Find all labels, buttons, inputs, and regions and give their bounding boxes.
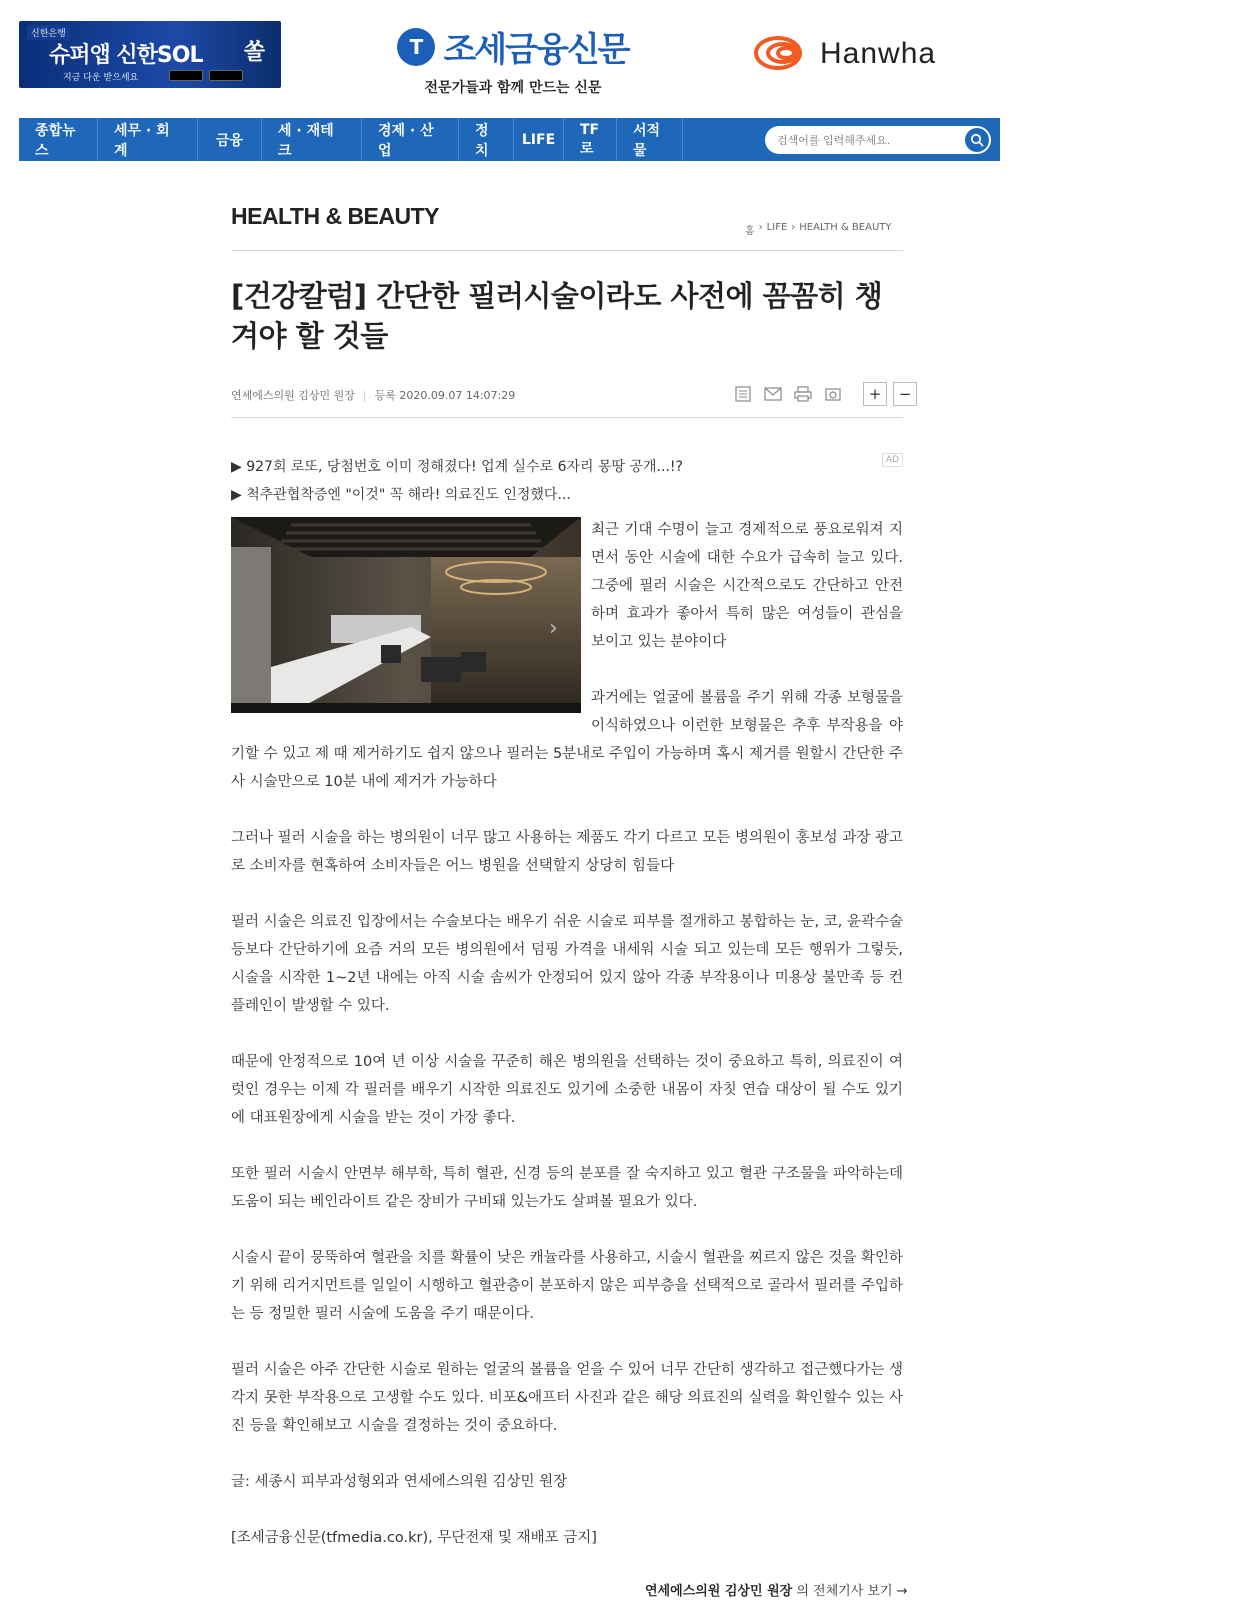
list-icon — [734, 386, 752, 402]
breadcrumb — [745, 222, 891, 237]
article-author: 연세에스의원 김상민 원장 — [231, 389, 355, 402]
breadcrumb-health-beauty[interactable]: HEALTH & BEAUTY — [799, 222, 892, 233]
nav-item-books[interactable]: 서적물 — [617, 118, 683, 161]
article-meta — [231, 387, 515, 403]
ad-label: AD — [882, 453, 903, 467]
nav-item-life[interactable]: LIFE — [514, 118, 564, 161]
copyright-notice: [조세금융신문(tfmedia.co.kr), 무단전재 및 재배포 금지] — [231, 1530, 597, 1546]
scrap-icon — [824, 386, 842, 402]
minus-icon: − — [898, 385, 912, 403]
print-button[interactable] — [791, 383, 815, 405]
plus-icon: + — [868, 385, 882, 403]
ad-headline: 슈퍼앱 신한SOL — [49, 43, 203, 68]
divider — [231, 250, 903, 251]
article-paragraph: 그러나 필러 시술을 하는 병의원이 너무 많고 사용하는 제품도 각기 다르고 모든 병의원이 홍보성 과장 광고로 소비자를 현혹하여 소비자들은 어느 병원을 선택할지 상당히 힘들다 — [231, 830, 903, 874]
nav-item-economy-industry[interactable]: 경제 · 산업 — [362, 118, 459, 161]
app-store-badge-icon — [169, 70, 203, 81]
section-title: HEALTH & BEAUTY — [231, 203, 440, 229]
scrap-button[interactable] — [821, 383, 845, 405]
hanwha-wordmark: Hanwha — [820, 37, 937, 70]
nav-item-tax-accounting[interactable]: 세무 · 회계 — [98, 118, 198, 161]
main-nav — [19, 118, 1000, 161]
breadcrumb-home[interactable]: 홈 — [745, 226, 755, 237]
ad-link-spine[interactable]: ▶ 척추관협착증엔 "이것" 꼭 해라! 의료진도 인정했다... — [231, 487, 571, 503]
article-paragraph: 필러 시술은 의료진 입장에서는 수술보다는 배우기 쉬운 시술로 피부를 절개하고 봉합하는 눈, 코, 윤곽수술 등보다 간단하기에 요즘 거의 모든 병의원에서 덤핑 가격을 내세워 시술 되고 있는데 모든 행위가 그렇듯, 시술을 시작한 1~2년 내에는 아직 시술 솜씨가 안정되어 있지 않아 각종 부작용이나 미용상 불만족 등 컨플레인이 발생할 수 있다. — [231, 914, 903, 1014]
article-paragraph: 최근 기대 수명이 늘고 경제적으로 풍요로워져 지면서 동안 시술에 대한 수요가 급속히 늘고 있다. 그중에 필러 시술은 시간적으로도 간단하고 안전하며 효과가 좋아서 특히 많은 여성들이 관심을 보이고 있는 분야이다 — [591, 522, 903, 650]
site-logo[interactable] — [393, 22, 633, 98]
logo-text: 조세금융신문 — [443, 30, 629, 70]
shinhan-ad-banner[interactable] — [19, 21, 281, 88]
search-box — [765, 126, 991, 154]
article-paragraph: 때문에 안정적으로 10여 년 이상 시술을 꾸준히 해온 병의원을 선택하는 것이 중요하고 특히, 의료진이 여럿인 경우는 이제 각 필러를 배우기 시작한 의료진도 있기에 소중한 내몸이 자칫 연습 대상이 될 수도 있기에 대표원장에게 시술을 받는 것이 가장 좋다. — [231, 1054, 903, 1126]
more-author-name: 연세에스의원 김상민 원장 — [645, 1584, 793, 1599]
ad-subtext: 지금 다운 받으세요 — [63, 73, 139, 83]
article-paragraph: 필러 시술은 아주 간단한 시술로 원하는 얼굴의 볼륨을 얻을 수 있어 너무 간단히 생각하고 접근했다가는 생각지 못한 부작용으로 고생할 수도 있다. 비포&애프터 사진과 같은 해당 의료진의 실력을 확인할수 있는 사진 등을 확인해보고 시술을 결정하는 것이 중요하다. — [231, 1362, 903, 1434]
font-decrease-button[interactable] — [893, 382, 917, 406]
nav-item-finance[interactable]: 금융 — [198, 118, 262, 161]
search-input[interactable] — [777, 128, 967, 152]
hanwha-ad-banner[interactable] — [754, 28, 994, 80]
ad-links — [231, 453, 903, 509]
article-paragraph: 시술시 끝이 뭉뚝하여 혈관을 치를 확률이 낮은 캐뉼라를 사용하고, 시술시 혈관을 찌르지 않은 것을 확인하기 위해 리거지먼트를 일일이 시행하고 혈관층이 분포하지 않은 피부층을 선택적으로 골라서 필러를 주입하는 등 정밀한 필러 시술에 도움을 주기 때문이다. — [231, 1250, 903, 1322]
nav-item-politics[interactable]: 정치 — [459, 118, 514, 161]
google-play-badge-icon — [209, 70, 243, 81]
more-suffix: 의 전체기사 보기 → — [796, 1584, 908, 1599]
search-button[interactable] — [965, 128, 989, 152]
article-tools — [731, 382, 917, 406]
list-button[interactable] — [731, 383, 755, 405]
ad-action-text: 쏠 — [243, 40, 265, 65]
breadcrumb-life[interactable]: LIFE — [766, 222, 788, 233]
article-signature: 글: 세종시 피부과성형외과 연세에스의원 김상민 원장 — [231, 1474, 568, 1490]
article-paragraph: 또한 필러 시술시 안면부 해부학, 특히 혈관, 신경 등의 분포를 잘 숙지하고 있고 혈관 구조물을 파악하는데 도움이 되는 베인라이트 같은 장비가 구비돼 있는가도 살펴볼 필요가 있다. — [231, 1166, 903, 1210]
nav-item-tax-investment[interactable]: 세 · 재테크 — [262, 118, 362, 161]
chevron-right-icon: › — [791, 222, 796, 233]
article-body — [231, 516, 903, 1580]
hanwha-logo-icon — [754, 30, 812, 78]
site-tagline: 전문가들과 함께 만드는 신문 — [424, 80, 602, 96]
ad-link-lotto[interactable]: ▶ 927회 로또, 당첨번호 이미 정해졌다! 업계 실수로 6자리 몽땅 공개...!? — [231, 459, 683, 475]
meta-separator: | — [362, 388, 367, 402]
svg-text:›: › — [549, 616, 558, 641]
nav-item-tf[interactable]: TF로 — [564, 118, 617, 161]
divider — [231, 417, 903, 418]
nav-item-general-news[interactable]: 종합뉴스 — [19, 118, 98, 161]
site-header — [0, 0, 1243, 118]
search-icon — [970, 133, 984, 147]
author-more-link[interactable] — [645, 1580, 908, 1599]
ad-bank-label: 신한은행 — [27, 25, 70, 40]
font-increase-button[interactable] — [863, 382, 887, 406]
email-icon — [764, 387, 782, 401]
email-button[interactable] — [761, 383, 785, 405]
article-paragraph: 과거에는 얼굴에 볼륨을 주기 위해 각종 보형물을 이식하였으나 이런한 보형물은 추후 부작용을 야기할 수 있고 제 때 제거하기도 쉽지 않으나 필러는 5분내로 주입이 가능하며 혹시 제거를 원할시 간단한 주사 시술만으로 10분 내에 제거가 가능하다 — [231, 690, 903, 790]
chevron-right-icon: › — [758, 222, 763, 233]
print-icon — [794, 386, 812, 402]
article-headline: [건강칼럼] 간단한 필러시술이라도 사전에 꼼꼼히 챙겨야 할 것들 — [231, 279, 883, 353]
logo-mark-icon: T — [397, 28, 435, 66]
article-date: 등록 2020.09.07 14:07:29 — [374, 389, 516, 402]
